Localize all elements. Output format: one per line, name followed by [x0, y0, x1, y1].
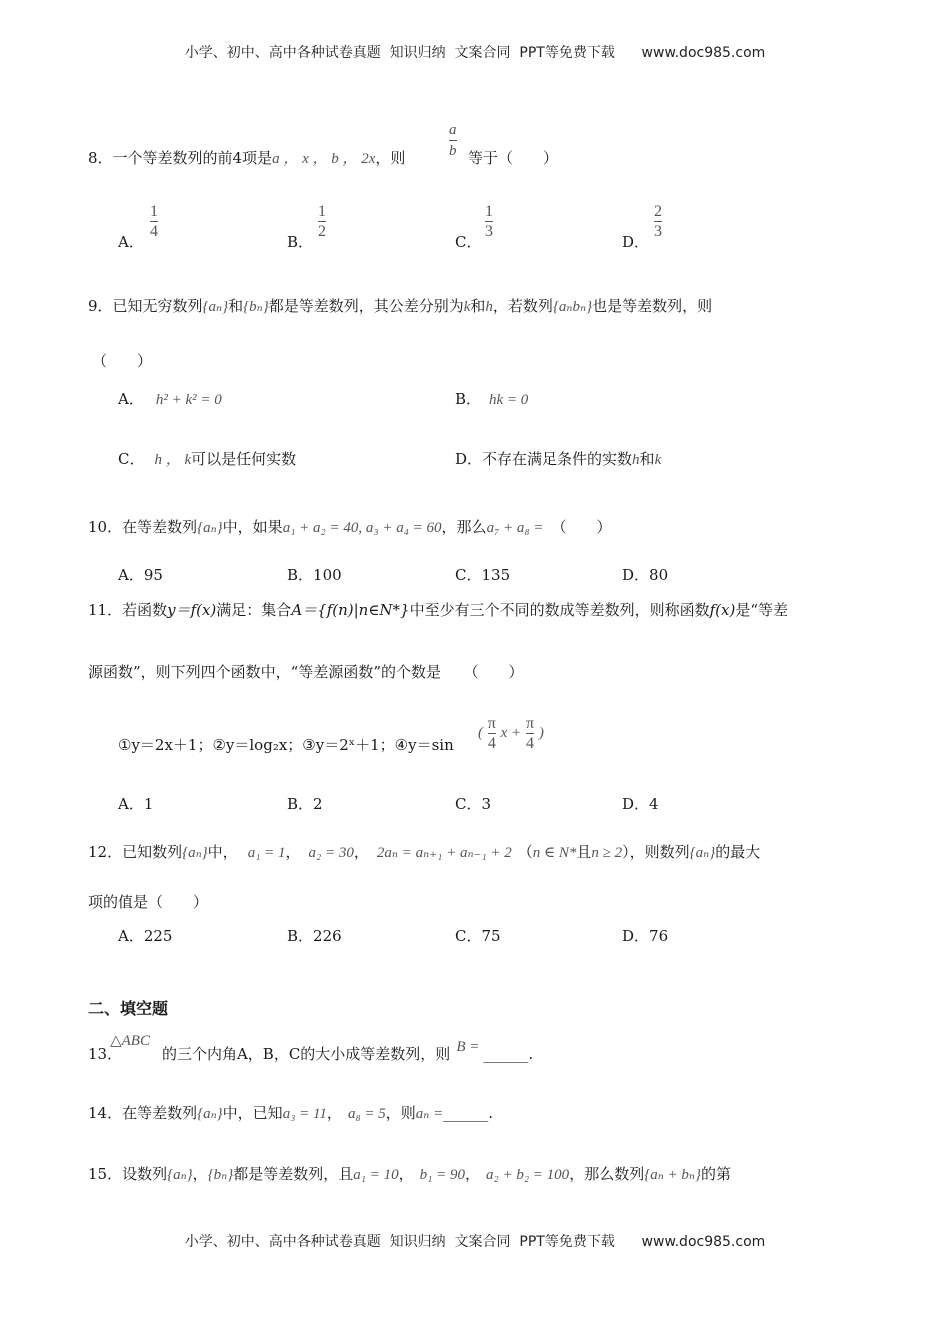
q15-sep2: ， — [398, 1165, 414, 1183]
question-14 — [88, 1103, 493, 1124]
q13-triangle: △ABC — [110, 1033, 150, 1049]
q14-blank[interactable]: ______. — [443, 1104, 494, 1122]
option-label: C． — [455, 566, 482, 584]
q8-frac-den: b — [449, 143, 457, 159]
option-label: D． — [622, 795, 650, 813]
q12-cond-close: ），则数列 — [622, 843, 690, 861]
q10-expr: a₇ + a₈ = — [486, 520, 544, 536]
option-label: D． — [622, 927, 650, 945]
option-text: 可以是任何实数 — [191, 450, 297, 468]
q12-an: {aₙ} — [182, 845, 208, 861]
q9-paren: （ ） — [92, 352, 153, 370]
q9-option-b[interactable] — [455, 389, 528, 410]
q15-tail: 的第 — [700, 1165, 731, 1183]
q9-h: h — [485, 299, 493, 315]
q12-recurrence: 2aₙ = aₙ₊₁ + aₙ₋₁ + 2 — [376, 845, 512, 861]
q11-text-d: 是“等差 — [735, 601, 788, 619]
q15-anbn: {aₙ + bₙ} — [644, 1167, 701, 1183]
q10-an: {aₙ} — [197, 520, 223, 536]
option-math: hk = 0 — [489, 392, 529, 408]
q9-option-d[interactable] — [455, 449, 661, 470]
q15-a1: a₁ = 10 — [353, 1167, 399, 1183]
q12-option-a[interactable] — [118, 926, 172, 946]
q15-text-a: 15．设数列 — [88, 1165, 168, 1183]
q12-option-d[interactable] — [622, 926, 668, 946]
q11-functions: ①y＝2x＋1；②y＝log₂x；③y＝2ˣ＋1；④y＝sin — [118, 736, 454, 754]
q15-sep3: ， — [464, 1165, 480, 1183]
q15-text-c: ，那么数列 — [569, 1165, 645, 1183]
q12-qie: 且 — [576, 843, 592, 861]
option-label: C． — [455, 795, 482, 813]
q11-line2: 源函数”，则下列四个函数中，“等差源函数”的个数是 （ ） — [88, 663, 524, 681]
option-label: C． — [455, 927, 482, 945]
q12-text-b: 中， — [207, 843, 238, 861]
q14-an: {aₙ} — [197, 1106, 223, 1122]
option-value: 76 — [649, 927, 669, 945]
q8-option-a-frac — [150, 203, 158, 240]
question-12 — [88, 842, 760, 863]
q13-blank[interactable]: ______. — [483, 1045, 534, 1063]
option-math: h² + k² = 0 — [155, 392, 222, 408]
frac-num: 1 — [150, 203, 158, 220]
q11-text-c: 中至少有三个不同的数成等差数列，则称函数 — [409, 601, 710, 619]
option-label: A． — [118, 390, 144, 408]
q11-text-a: 11．若函数 — [88, 601, 168, 619]
q15-an: {aₙ} — [167, 1167, 193, 1183]
frac-den: 4 — [150, 223, 158, 240]
q14-sep: ， — [326, 1104, 342, 1122]
q12-an2: {aₙ} — [689, 845, 716, 861]
q14-a8: a₈ = 5 — [347, 1106, 386, 1122]
q11-option-c[interactable] — [455, 794, 491, 814]
q11-yfx: y＝f(x) — [167, 601, 217, 619]
option-value: 226 — [313, 927, 342, 945]
page-header: 小学、初中、高中各种试卷真题 知识归纳 文案合同 PPT等免费下载 www.doc985.com — [184, 45, 766, 61]
q8-option-d-frac — [654, 203, 662, 240]
q9-option-c[interactable] — [118, 449, 296, 470]
q12-cond2: n ≥ 2 — [591, 845, 623, 861]
q11-option-d[interactable] — [622, 794, 659, 814]
section-title-fill-in: 二、填空题 — [88, 999, 169, 1018]
q11-sin-x: x + — [500, 725, 522, 741]
question-13 — [88, 1033, 534, 1065]
q12-sep2: ， — [353, 843, 369, 861]
q8-option-c-frac — [485, 203, 493, 240]
q15-sum: a₂ + b₂ = 100 — [486, 1167, 570, 1183]
q11-paren-close: ) — [538, 725, 544, 741]
q12-a2: a₂ = 30 — [308, 845, 354, 861]
option-label: B． — [287, 566, 314, 584]
q13-text: 的三个内角A，B，C的大小成等差数列，则 — [161, 1045, 451, 1063]
q9-mid: 都是等差数列，其公差分别为 — [268, 297, 464, 315]
q12-text-a: 12．已知数列 — [88, 843, 183, 861]
q8-text-b: ，则 — [375, 149, 406, 167]
q12-a1: a₁ = 1 — [247, 845, 286, 861]
frac-den: 2 — [318, 223, 326, 240]
q9-he: 和 — [228, 297, 244, 315]
option-label: C． — [118, 450, 145, 468]
q10-option-d[interactable] — [622, 565, 668, 585]
q9-bn: {bₙ} — [243, 299, 269, 315]
q15-sep: ， — [192, 1165, 208, 1183]
q11-paren-open: ( — [478, 725, 483, 741]
q12-option-c[interactable] — [455, 926, 501, 946]
question-15 — [88, 1164, 731, 1185]
q14-text-c: ，则 — [385, 1104, 416, 1122]
q8-option-d[interactable] — [622, 232, 649, 252]
q11-text-b: 满足：集合 — [216, 601, 292, 619]
q11-set: A＝{f(n)|n∈N*} — [291, 601, 410, 619]
option-label: A． — [118, 927, 144, 945]
q14-a3: a₃ = 11 — [282, 1106, 327, 1122]
q8-text-a: 8．一个等差数列的前4项是 — [88, 149, 273, 167]
q10-text-c: ，那么 — [441, 518, 487, 536]
question-9 — [88, 296, 712, 317]
q8-option-c[interactable] — [455, 232, 481, 252]
option-value: 75 — [481, 927, 501, 945]
q12-cond1: n ∈ N* — [532, 845, 577, 861]
frac-num: 1 — [485, 203, 493, 220]
q10-text-a: 10．在等差数列 — [88, 518, 198, 536]
q10-condition: a₁ + a₂ = 40, a₃ + a₄ = 60 — [282, 520, 442, 536]
q11-option-a[interactable] — [118, 794, 153, 814]
option-label: C． — [455, 233, 482, 251]
q9-text: 9．已知无穷数列 — [88, 297, 203, 315]
q14-text-a: 14．在等差数列 — [88, 1104, 198, 1122]
q9-an: {aₙ} — [202, 299, 229, 315]
frac-num: π — [525, 715, 535, 732]
option-value: 80 — [649, 566, 669, 584]
q12-option-b[interactable] — [287, 926, 342, 946]
q12-cond-open: （ — [517, 843, 533, 861]
option-label: B． — [287, 927, 314, 945]
option-value: 225 — [143, 927, 173, 945]
frac-num: π — [487, 715, 496, 732]
q10-option-a[interactable] — [118, 565, 163, 585]
q12-sep: ， — [285, 843, 301, 861]
q8-fraction — [449, 121, 457, 160]
question-11 — [88, 600, 788, 620]
q12-tail: 的最大 — [715, 843, 761, 861]
q14-text-b: 中，已知 — [222, 1104, 283, 1122]
frac-den: 3 — [654, 223, 662, 240]
q9-he2: 和 — [470, 297, 486, 315]
q8-text-c: 等于（ ） — [468, 149, 559, 167]
frac-den: 4 — [487, 735, 496, 752]
q15-b1: b₁ = 90 — [419, 1167, 465, 1183]
frac-den: 3 — [485, 223, 493, 240]
frac-den: 4 — [525, 735, 534, 752]
q8-option-a[interactable] — [118, 232, 144, 252]
option-label: D． — [622, 233, 650, 251]
option-value: 4 — [649, 795, 659, 813]
q15-text-b: 都是等差数列，且 — [233, 1165, 354, 1183]
q14-ann: aₙ = — [415, 1106, 444, 1122]
option-math: h ， k — [154, 452, 192, 468]
q9-end: 也是等差数列，则 — [592, 297, 713, 315]
q8-option-b-frac — [318, 203, 326, 240]
option-label: D． — [622, 566, 650, 584]
option-text: 不存在满足条件的实数 — [482, 450, 633, 468]
q13-b: B = — [456, 1039, 480, 1055]
option-label: A． — [118, 566, 144, 584]
frac-num: 1 — [318, 203, 326, 220]
q10-option-c[interactable] — [455, 565, 510, 585]
q12-line2: 项的值是（ ） — [88, 893, 209, 911]
option-label: A． — [118, 795, 144, 813]
q10-text-b: 中，如果 — [222, 518, 283, 536]
q11-sin-arg — [478, 715, 544, 752]
option-value: 3 — [481, 795, 492, 813]
q8-frac-num: a — [449, 122, 457, 138]
option-text-he: 和 — [639, 450, 655, 468]
q13-num: 13． — [88, 1045, 123, 1063]
option-value: 2 — [313, 795, 323, 813]
option-label: B． — [455, 390, 482, 408]
option-math-k: k — [654, 452, 662, 468]
option-value: 95 — [143, 566, 163, 584]
option-label: D． — [455, 450, 483, 468]
q8-option-b[interactable] — [287, 232, 313, 252]
q8-terms: a ， x ， b ， 2x — [272, 151, 376, 167]
question-10 — [88, 517, 612, 538]
option-label: B． — [287, 795, 314, 813]
option-label: A． — [118, 233, 144, 251]
option-value: 1 — [143, 795, 154, 813]
q15-bn: {bₙ} — [207, 1167, 234, 1183]
q9-option-a[interactable] — [118, 389, 222, 410]
q10-paren: （ ） — [551, 518, 612, 536]
q11-option-b[interactable] — [287, 794, 323, 814]
q9-k: k — [463, 299, 471, 315]
question-8 — [88, 148, 405, 169]
option-math-h: h — [632, 452, 640, 468]
q11-fx: f(x) — [709, 601, 736, 619]
option-value: 135 — [481, 566, 511, 584]
q9-anbn: {aₙbₙ} — [552, 299, 593, 315]
q10-option-b[interactable] — [287, 565, 342, 585]
page-footer: 小学、初中、高中各种试卷真题 知识归纳 文案合同 PPT等免费下载 www.doc985.com — [184, 1234, 766, 1250]
q9-mid2: ，若数列 — [492, 297, 553, 315]
option-label: B． — [287, 233, 314, 251]
option-value: 100 — [313, 566, 342, 584]
frac-num: 2 — [654, 203, 662, 220]
